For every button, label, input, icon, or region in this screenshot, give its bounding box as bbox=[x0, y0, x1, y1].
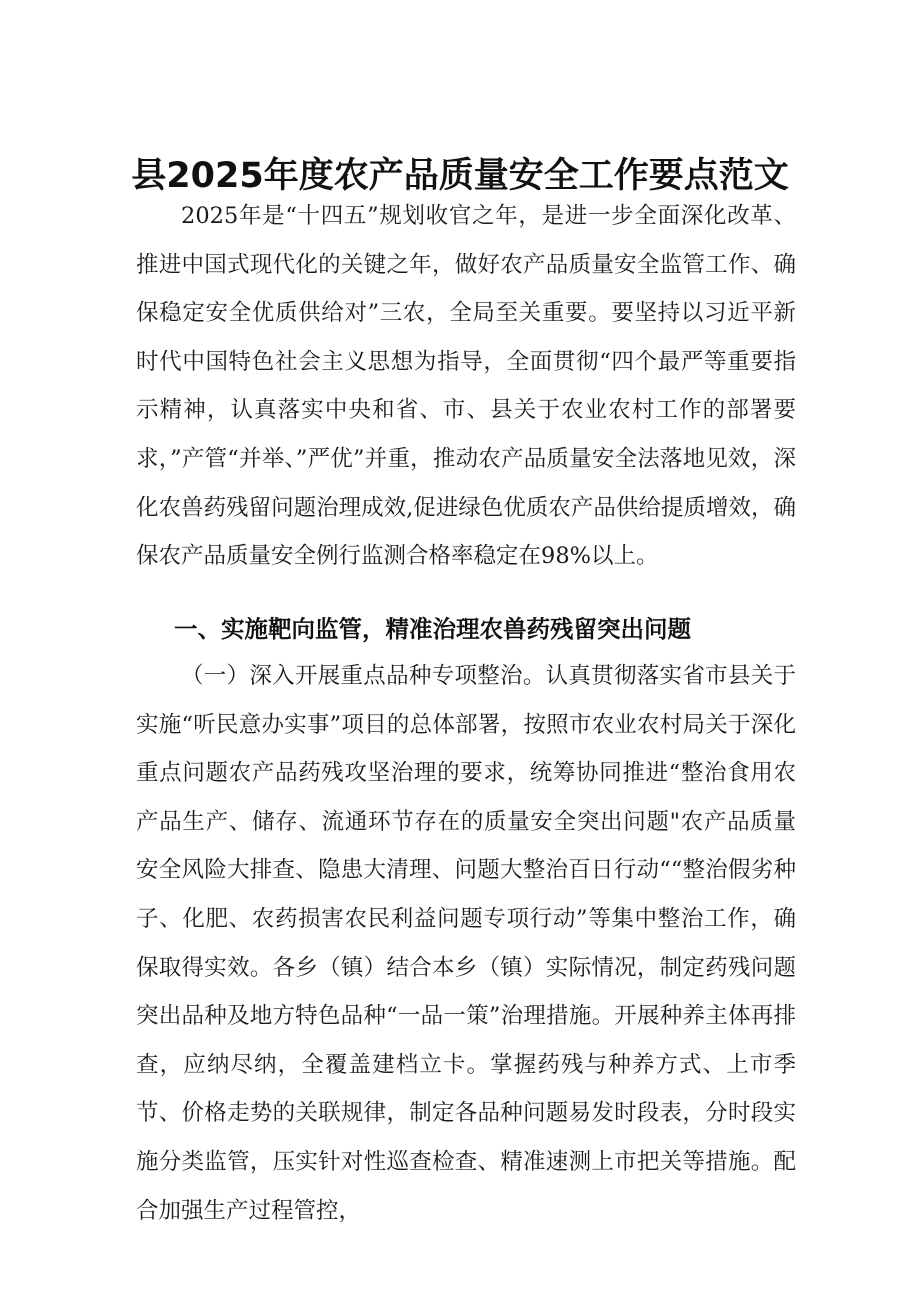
section-heading: 一、实施靶向监管，精准治理农兽药残留突出问题 bbox=[174, 615, 691, 643]
intro-paragraph: 2025年是“十四五”规划收官之年，是进一步全面深化改革、推进中国式现代化的关键之年，做好农产品质量安全监管工作、确保稳定安全优质供给对”三农，全局至关重要。要坚持以习近平新时代中国特色社会主义思想为指导，全面贯彻“四个最严等重要指示精神，认真落实中央和省、市、县关于农业农村工作的部署要求，”产管“并举、”严优”并重，推动农产品质量安全法落地见效，深化农兽药残留问题治理成效,促进绿色优质农产品供给提质增效，确保农产品质量安全例行监测合格率稳定在98%以上。 bbox=[136, 203, 796, 570]
section-paragraph: （一）深入开展重点品种专项整治。认真贯彻落实省市县关于实施“听民意办实事”项目的总体部署，按照市农业农村局关于深化重点问题农产品药残攻坚治理的要求，统筹协同推进“整治食用农产品生产、储存、流通环节存在的质量安全突出问题"农产品质量安全风险大排查、隐患大清理、问题大整治百日行动““整治假劣种子、化肥、农药损害农民利益问题专项行动”等集中整治工作，确保取得实效。各乡（镇）结合本乡（镇）实际情况，制定药残问题突出品种及地方特色品种“一品一策”治理措施。开展种养主体再排查，应纳尽纳，全覆盖建档立卡。掌握药残与种养方式、上市季节、价格走势的关联规律，制定各品种问题易发时段表，分时段实施分类监管，压实针对性巡查检查、精准速测上市把关等措施。配合加强生产过程管控， bbox=[136, 663, 796, 1224]
document-title: 县2025年度农产品质量安全工作要点范文 bbox=[131, 156, 789, 196]
